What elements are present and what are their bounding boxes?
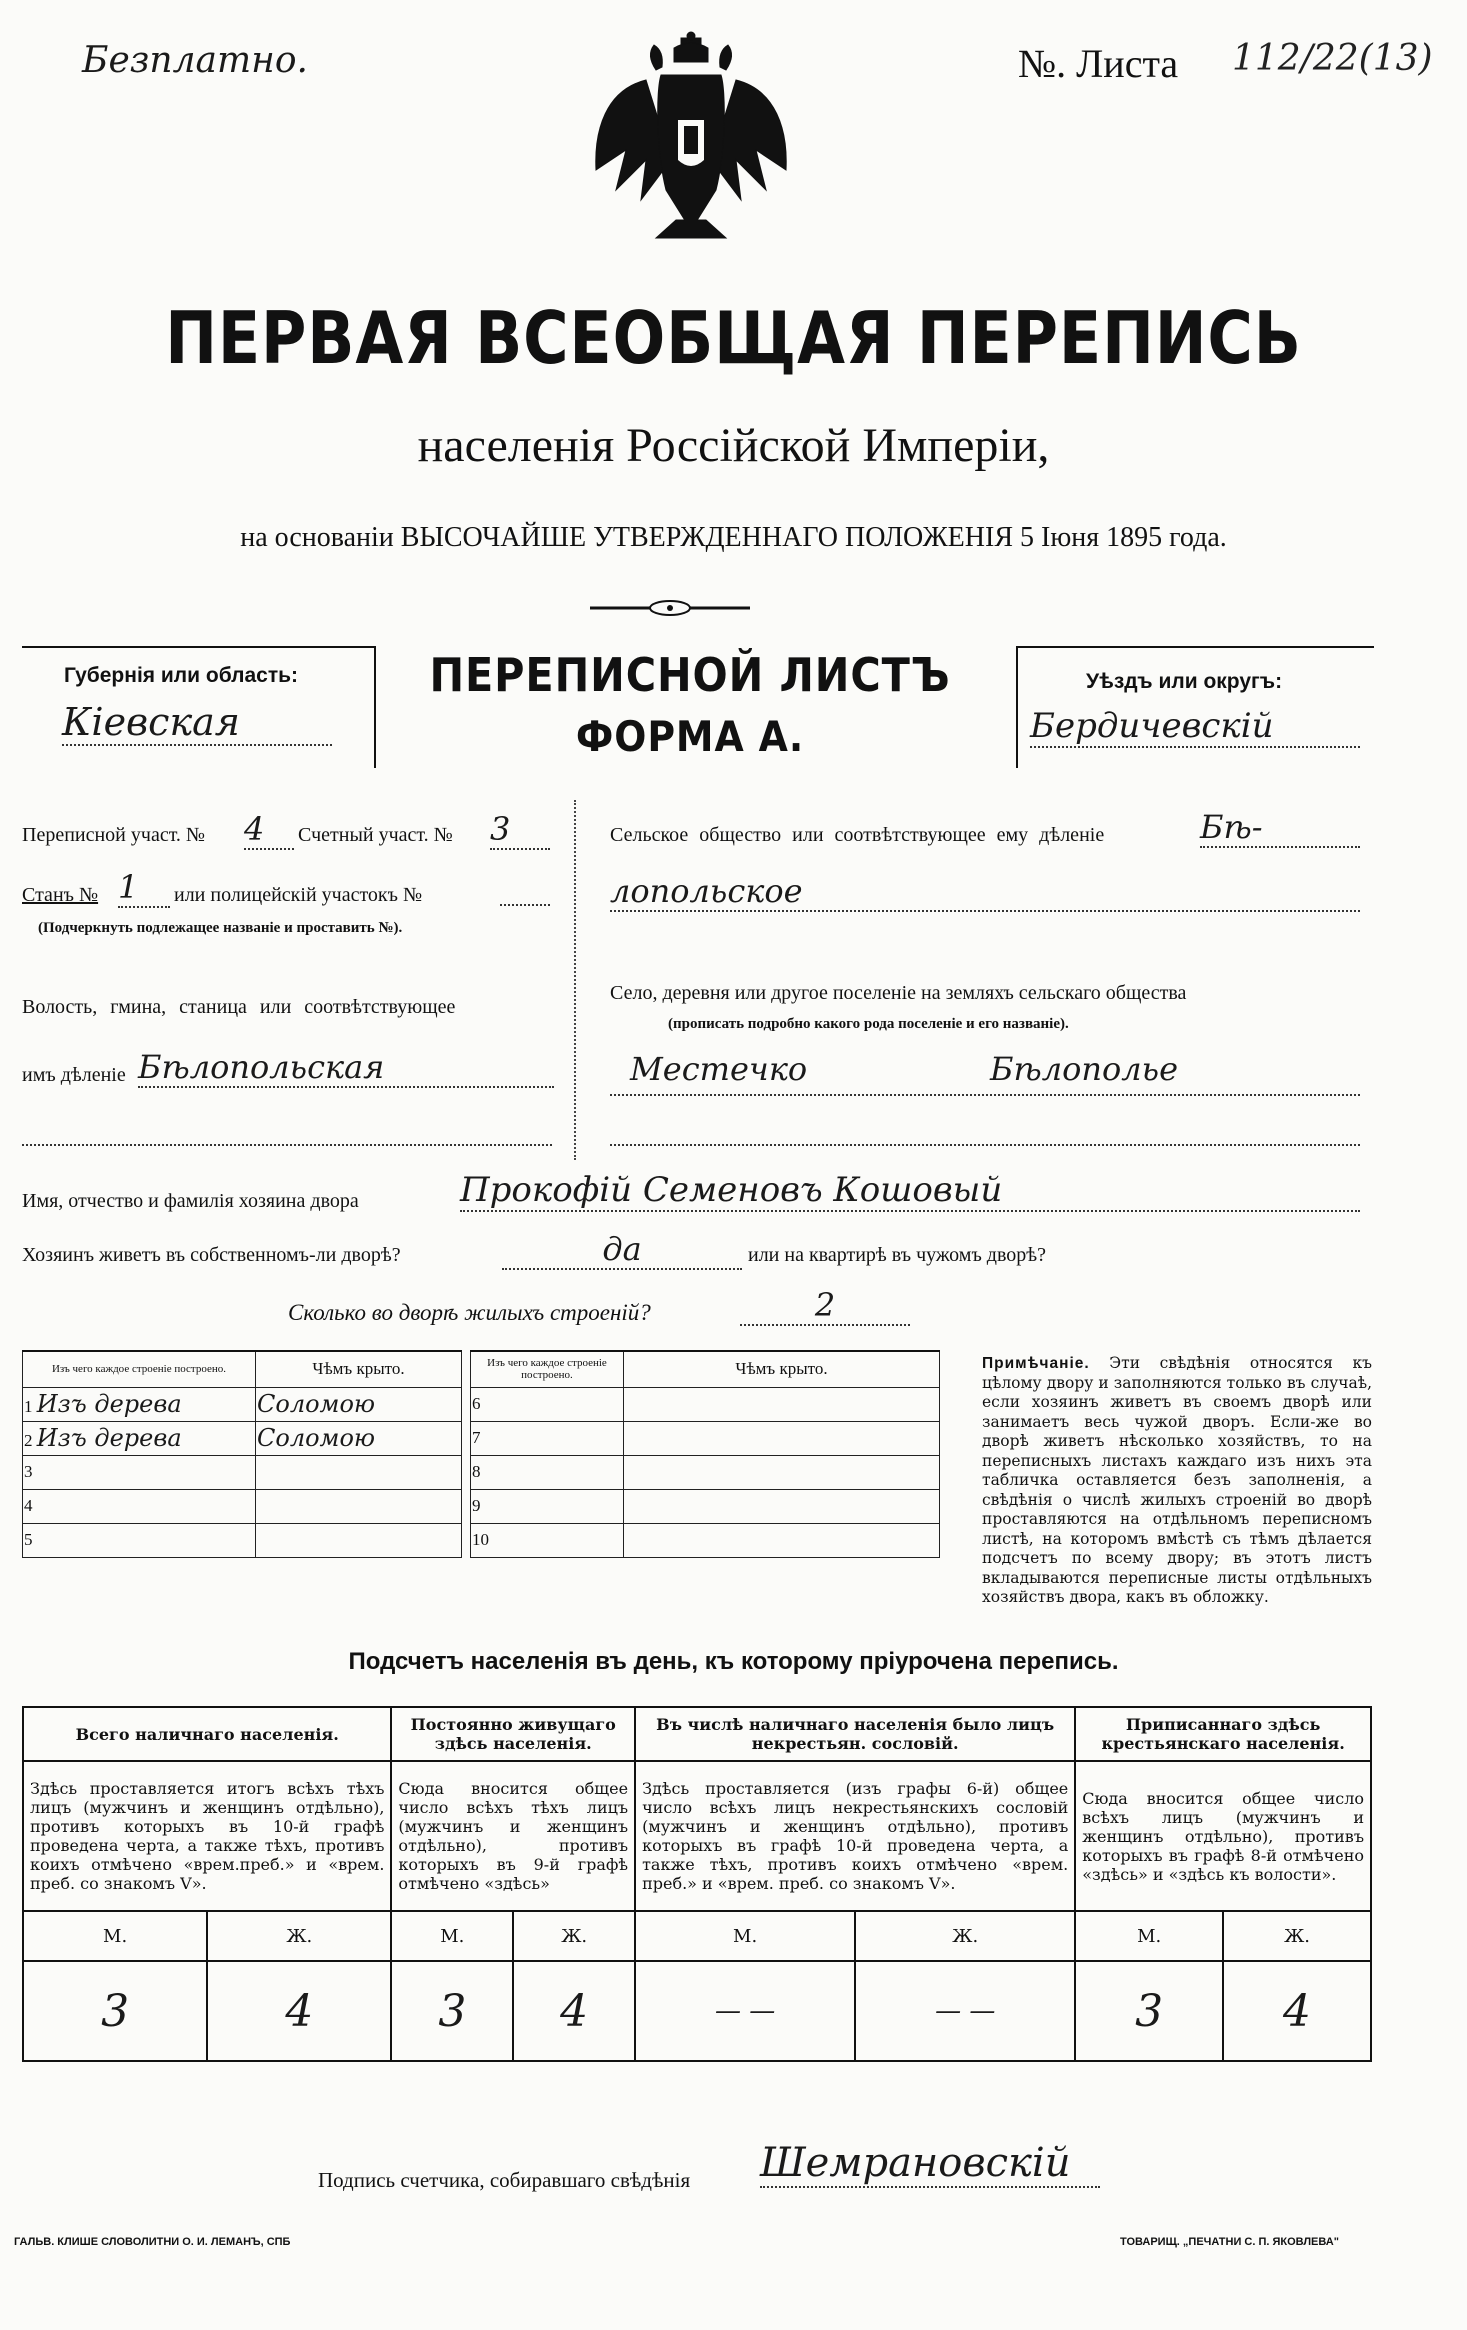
- table-row: 3: [23, 1455, 256, 1489]
- col-roof-header: Чѣмъ крыто.: [256, 1351, 462, 1387]
- m-label: М.: [1075, 1911, 1223, 1961]
- province-label: Губернія или область:: [64, 664, 299, 687]
- police-value-line: [500, 904, 550, 906]
- table-row: 5: [23, 1523, 256, 1557]
- census-section-value: 4: [244, 810, 294, 850]
- subtitle: населенія Россійской Имперіи,: [417, 419, 1050, 472]
- table-row: 1 Изъ дерева: [23, 1387, 256, 1421]
- count-col-desc-3: Здѣсь проставляется (изъ графы 6-й) общее число всѣхъ лицъ некрестьянскихъ сословій (мужчинъ и женщинъ отдѣльно), противъ которыхъ въ графѣ 10-й проведена черта, а также тѣхъ, противъ коихъ отмѣчено «врем. преб.» и «врем. преб. со знакомъ V».: [635, 1761, 1075, 1911]
- division-value: Бѣлопольская: [138, 1048, 554, 1088]
- f-label: Ж.: [513, 1911, 635, 1961]
- population-count-table: [22, 1706, 1372, 2062]
- buildings-count-value: 2: [740, 1286, 910, 1326]
- remark-text: Эти свѣдѣнія относятся къ цѣлому двору и заполняются только въ случаѣ, если хозяинъ живетъ въ своемъ дворѣ или занимаетъ весь чужой дворъ. Если-же во дворѣ живетъ нѣсколько хозяйствъ, то на переписныхъ листахъ каждаго изъ нихъ эта табличка оставляется безъ заполненія, а свѣдѣнія о числѣ жилыхъ строеній во дворѣ проставляются на отдѣльномъ переписномъ листѣ, на которомъ вмѣстѣ съ тѣмъ дѣлается подсчетъ по всему двору; въ этотъ листъ вкладываются переписные листы отдѣльныхъ хозяйствъ двора, какъ въ обложку.: [982, 1354, 1372, 1606]
- count-value: — —: [635, 1961, 855, 2061]
- signature-value: Шемрановскій: [760, 2140, 1100, 2188]
- owner-lives-value: да: [502, 1230, 742, 1270]
- main-title: ПЕРВАЯ ВСЕОБЩАЯ ПЕРЕПИСЬ: [165, 296, 1302, 380]
- count-value: 4: [207, 1961, 391, 2061]
- owner-lives-label: Хозяинъ живетъ въ собственномъ-ли дворѣ?: [22, 1244, 401, 1266]
- remark-title: Примѣчаніе.: [982, 1355, 1090, 1372]
- table-row: 7: [471, 1421, 624, 1455]
- table-cell: Соломою: [256, 1387, 462, 1421]
- owner-name-label: Имя, отчество и фамилія хозяина двора: [22, 1190, 359, 1212]
- blank-line-right: [610, 1144, 1360, 1146]
- regulation-line: на основаніи ВЫСОЧАЙШЕ УТВЕРЖДЕННАГО ПОЛОЖЕНІЯ 5 Іюня 1895 года.: [240, 522, 1227, 553]
- col-material-header: Изъ чего каждое строеніе построено.: [23, 1351, 256, 1387]
- m-label: М.: [23, 1911, 207, 1961]
- stan-label: Станъ №: [22, 884, 99, 906]
- f-label: Ж.: [855, 1911, 1075, 1961]
- sheet-label: №. Листа: [1018, 41, 1179, 86]
- f-label: Ж.: [1223, 1911, 1371, 1961]
- count-col-head-2: Постоянно живущаго здѣсь населенія.: [391, 1707, 635, 1761]
- signature-label: Подпись счетчика, собиравшаго свѣдѣнія: [318, 2168, 691, 2192]
- district-label: Уѣздъ или округъ:: [1086, 670, 1283, 693]
- buildings-table-left: [22, 1350, 462, 1558]
- f-label: Ж.: [207, 1911, 391, 1961]
- count-value: 4: [513, 1961, 635, 2061]
- count-col-head-1: Всего наличнаго населенія.: [23, 1707, 391, 1761]
- form-title: ФОРМА А.: [575, 712, 805, 761]
- count-col-head-4: Приписаннаго здѣсь крестьянскаго населенія.: [1075, 1707, 1371, 1761]
- census-section-label: Переписной участ. №: [22, 824, 206, 846]
- count-col-desc-4: Сюда вносится общее число всѣхъ лицъ (мужчинъ и женщинъ отдѣльно), противъ которыхъ въ графѣ 8-й отмѣчено «здѣсь» и «здѣсь къ волости».: [1075, 1761, 1371, 1911]
- apartment-label: или на квартирѣ въ чужомъ дворѣ?: [748, 1244, 1047, 1266]
- count-section-label: Счетный участ. №: [298, 824, 453, 846]
- count-col-head-3: Въ числѣ наличнаго населенія было лицъ некрестьян. сословій.: [635, 1707, 1075, 1761]
- volost-label: Волость, гмина, станица или соотвѣтствующее: [22, 996, 456, 1018]
- village-value-2: Бѣлополье: [990, 1050, 1178, 1088]
- table-row: 9: [471, 1489, 624, 1523]
- table-row: 10: [471, 1523, 624, 1557]
- section-divider: [574, 800, 578, 1160]
- col-roof-header-right: Чѣмъ крыто.: [624, 1351, 940, 1387]
- village-value-1: Местечко: [630, 1050, 808, 1088]
- footer-right: ТОВАРИЩ. „ПЕЧАТНИ С. П. ЯКОВЛЕВА": [1120, 2236, 1339, 2248]
- count-title: Подсчетъ населенія въ день, къ которому пріурочена перепись.: [348, 1648, 1119, 1675]
- count-section-value: 3: [490, 810, 550, 850]
- village-note: (прописать подробно какого рода поселеніе и его названіе).: [668, 1016, 1069, 1032]
- count-value: 4: [1223, 1961, 1371, 2061]
- count-value: 3: [23, 1961, 207, 2061]
- count-col-desc-1: Здѣсь проставляется итогъ всѣхъ тѣхъ лицъ (мужчинъ и женщинъ отдѣльно), противъ которыхъ въ 10-й графѣ проведена черта, а также тѣхъ, противъ коихъ отмѣчено «врем.преб.» и «врем. преб. со знакомъ V».: [23, 1761, 391, 1911]
- village-value-line: [610, 1050, 1360, 1096]
- sheet-number: 112/22(13): [1232, 38, 1433, 79]
- district-value: Бердичевскій: [1030, 706, 1360, 748]
- blank-line-left: [22, 1144, 552, 1146]
- police-label: или полицейскій участокъ №: [174, 884, 423, 906]
- footer-left: ГАЛЬВ. КЛИШЕ СЛОВОЛИТНИ О. И. ЛЕМАНЪ, СПБ: [14, 2236, 291, 2248]
- table-row: 2 Изъ дерева: [23, 1421, 256, 1455]
- society-value-2: лопольское: [610, 872, 1360, 912]
- col-material-header-right: Изъ чего каждое строеніе построено.: [471, 1351, 624, 1387]
- count-value: 3: [391, 1961, 513, 2061]
- society-label: Сельское общество или соотвѣтствующее ему дѣленіе: [610, 824, 1105, 846]
- count-value: 3: [1075, 1961, 1223, 2061]
- village-label: Село, деревня или другое поселеніе на земляхъ сельскаго общества: [610, 982, 1187, 1004]
- division-label: имъ дѣленіе: [22, 1064, 126, 1086]
- sheet-title: ПЕРЕПИСНОЙ ЛИСТЪ: [429, 648, 951, 702]
- buildings-count-label: Сколько во дворѣ жилыхъ строеній?: [288, 1300, 651, 1325]
- table-row: 6: [471, 1387, 624, 1421]
- buildings-table-right: [470, 1350, 940, 1558]
- stan-value: 1: [118, 868, 170, 908]
- count-col-desc-2: Сюда вносится общее число всѣхъ тѣхъ лицъ (мужчинъ и женщинъ отдѣльно), противъ которыхъ въ 9-й графѣ отмѣчено «здѣсь»: [391, 1761, 635, 1911]
- underline-note: (Подчеркнуть подлежащее названіе и проставить №).: [38, 920, 403, 936]
- m-label: М.: [391, 1911, 513, 1961]
- count-value: — —: [855, 1961, 1075, 2061]
- province-value: Кіевская: [62, 700, 332, 746]
- table-row: 4: [23, 1489, 256, 1523]
- remark: [982, 1354, 1372, 1608]
- table-row: 8: [471, 1455, 624, 1489]
- imperial-eagle-emblem: [586, 30, 796, 245]
- free-label: Безплатно.: [82, 40, 308, 81]
- table-cell: [256, 1455, 462, 1489]
- table-cell: Соломою: [256, 1421, 462, 1455]
- table-cell: [256, 1489, 462, 1523]
- society-value-1: Бѣ-: [1200, 808, 1360, 848]
- table-cell: [256, 1523, 462, 1557]
- owner-name-value: Прокофій Семеновъ Кошовый: [460, 1170, 1360, 1212]
- ornament-divider: [590, 596, 750, 620]
- m-label: М.: [635, 1911, 855, 1961]
